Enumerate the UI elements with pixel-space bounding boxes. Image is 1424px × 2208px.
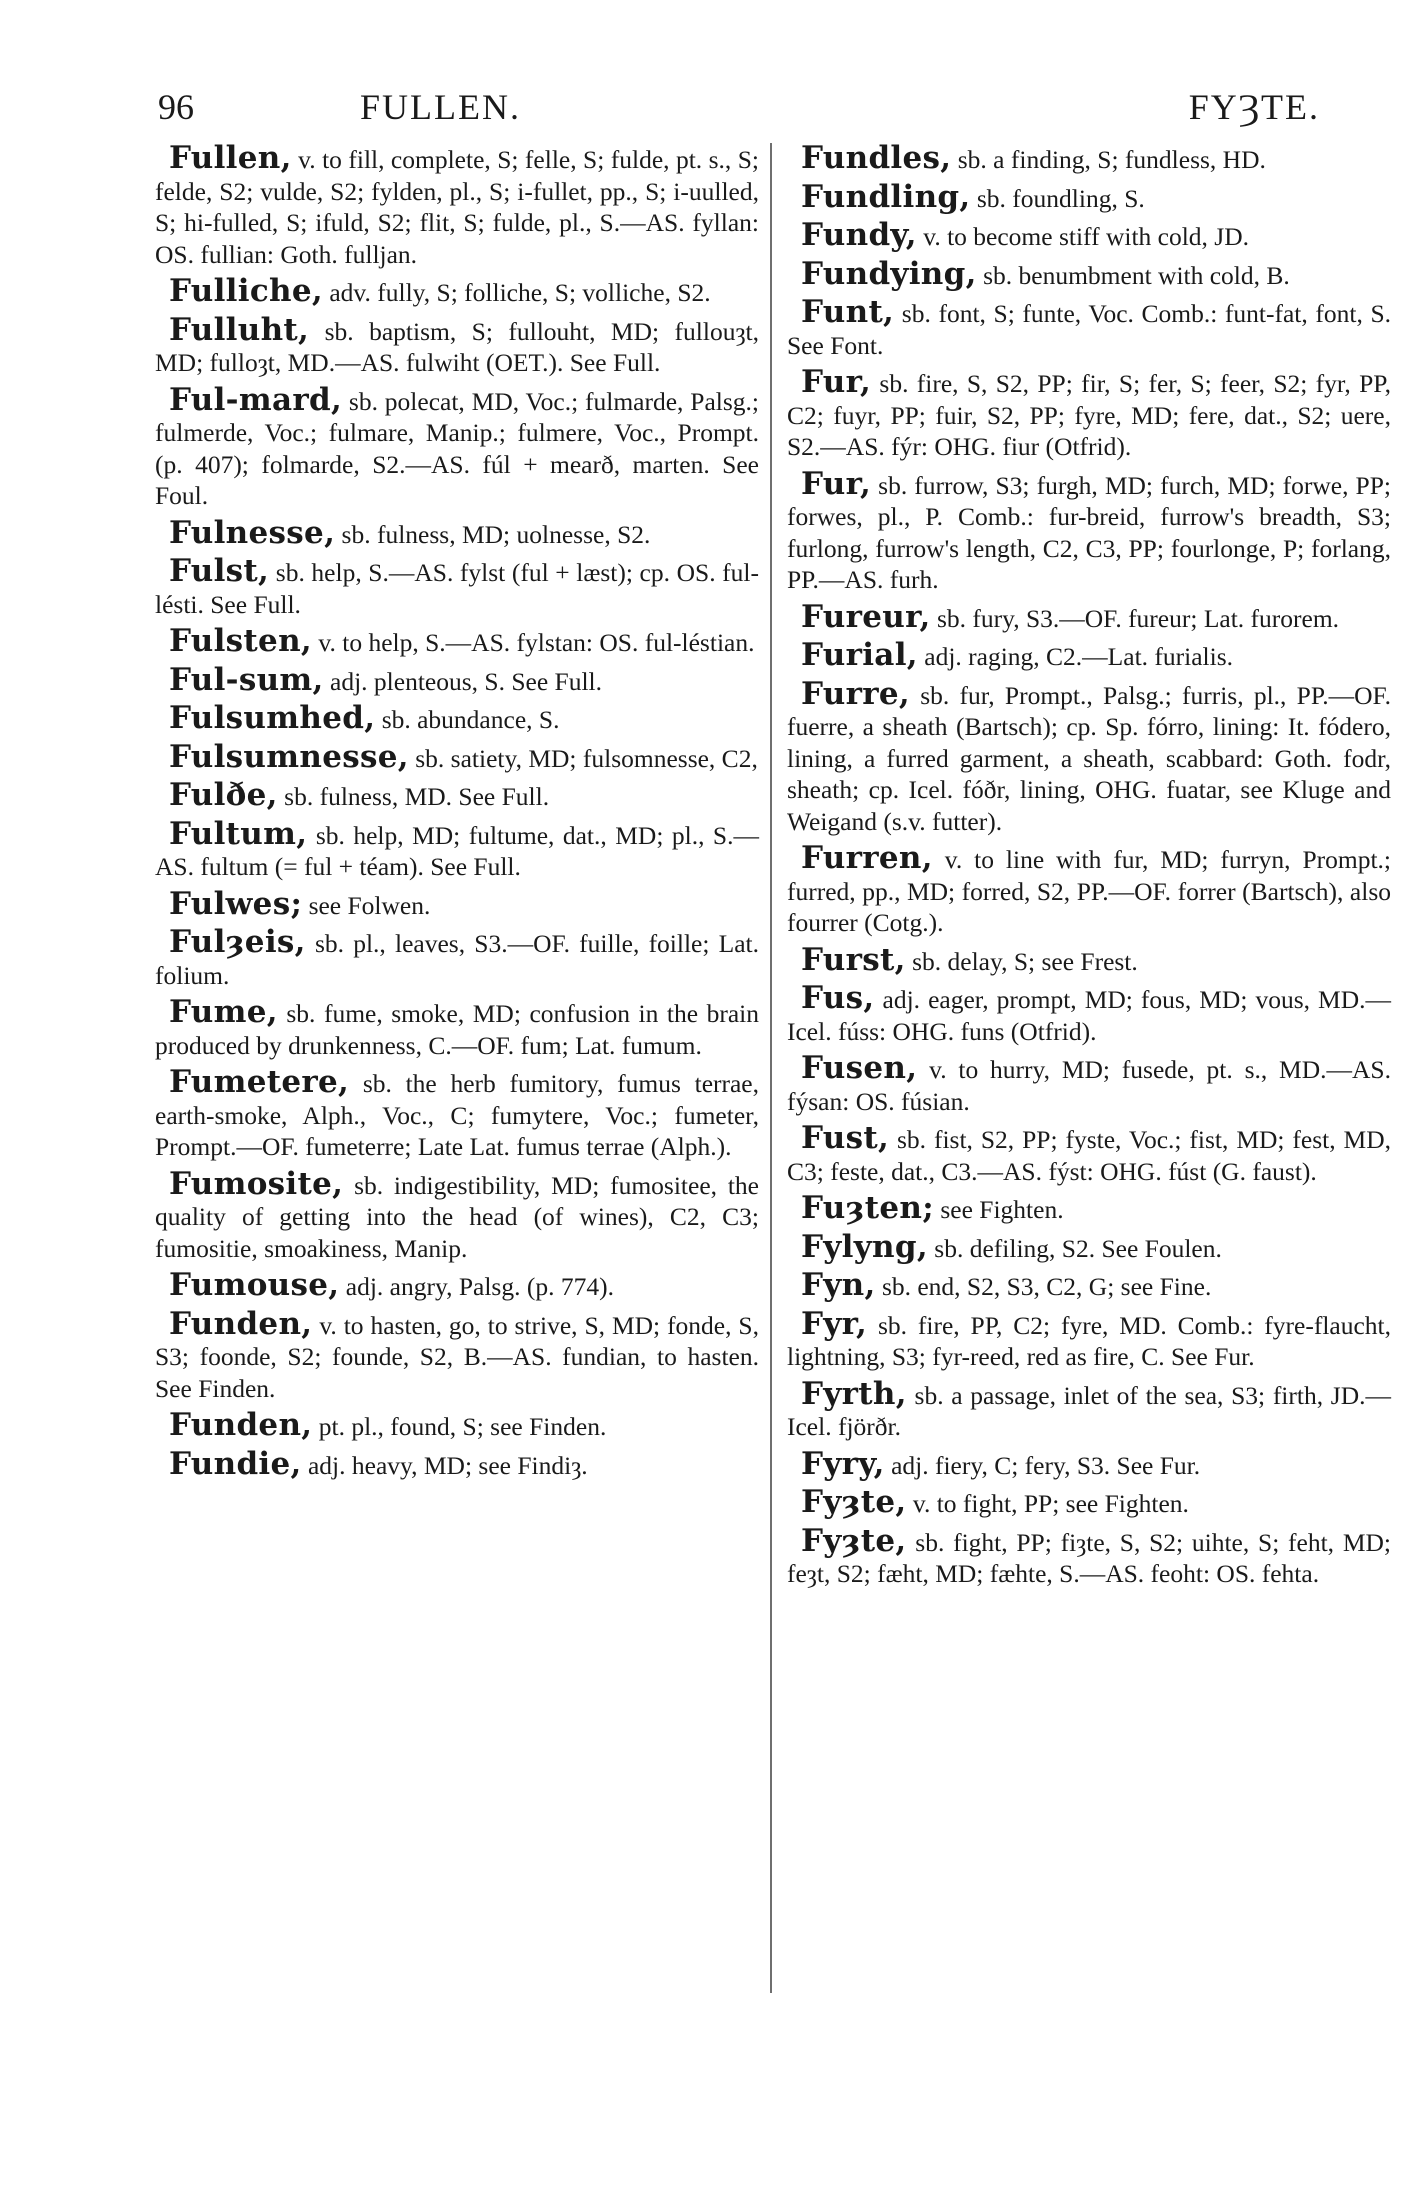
dictionary-entry bbox=[155, 1064, 760, 1163]
dictionary-entry bbox=[155, 815, 759, 883]
dictionary-entry bbox=[155, 1305, 759, 1405]
dictionary-entry bbox=[155, 311, 759, 379]
entry-definition: v. to hurry, MD; fusede, pt. s., MD.—AS. fýsan: OS. fúsian. bbox=[787, 1055, 1391, 1116]
entry-headword: Fulliche, bbox=[169, 273, 323, 309]
entry-definition: v. to become stiff with cold, JD. bbox=[923, 222, 1250, 251]
dictionary-entry bbox=[787, 1484, 1391, 1520]
dictionary-entry bbox=[787, 255, 1391, 292]
entry-headword: Fust, bbox=[801, 1120, 890, 1156]
entry-definition: sb. fight, PP; fiȝte, S, S2; uihte, S; feht, MD; feȝt, S2; fæht, MD; fæhte, S.—AS. feoht: OS. fehta. bbox=[787, 1527, 1391, 1588]
entry-definition: sb. polecat, MD, Voc.; fulmarde, Palsg.; fulmerde, Voc.; fulmare, Manip.; fulmere, Voc., Prompt. (p. 407); folmarde, S2.—AS. fúl + mearð, marten. See Foul. bbox=[155, 386, 760, 510]
entry-definition: sb. fury, S3.—OF. fureur; Lat. furorem. bbox=[936, 603, 1340, 633]
dictionary-entry bbox=[787, 1050, 1391, 1117]
entry-headword: Fulst, bbox=[169, 553, 270, 589]
dictionary-entry bbox=[155, 700, 759, 736]
entry-definition: pt. pl., found, S; see Finden. bbox=[318, 1412, 607, 1441]
entry-headword: Fulȝeis, bbox=[169, 924, 306, 960]
dictionary-entry bbox=[787, 140, 1391, 176]
entry-headword: Fyn, bbox=[801, 1267, 876, 1303]
dictionary-entry bbox=[787, 637, 1391, 673]
entry-headword: Furial, bbox=[801, 637, 918, 673]
entry-headword: Fultum, bbox=[169, 815, 308, 852]
entry-definition: sb. indigestibility, MD; fumositee, the quality of getting into the head (of wines), C2, C3; fumositie, smoakiness, Manip. bbox=[155, 1170, 759, 1263]
dictionary-entry bbox=[155, 738, 759, 775]
entry-headword: Fulnesse, bbox=[169, 514, 336, 551]
entry-definition: sb. fire, S, S2, PP; fir, S; fer, S; feer, S2; fyr, PP, C2; fuyr, PP; fuir, S2, PP; fyre, MD; fere, dat., S2; uere, S2.—AS. fýr: OHG. fiur (Otfrid). bbox=[787, 369, 1391, 461]
dictionary-entry bbox=[155, 1407, 759, 1443]
dictionary-entry bbox=[155, 273, 759, 309]
entry-definition: adj. plenteous, S. See Full. bbox=[330, 666, 602, 696]
entry-headword: Fundy, bbox=[801, 217, 917, 253]
entry-definition: sb. the herb fumitory, fumus terrae, earth-smoke, Alph., Voc., C; fumytere, Voc.; fumeter, Prompt.—OF. fumeterre; Late Lat. fumus terrae (Alph.). bbox=[155, 1069, 760, 1161]
entry-definition: sb. fist, S2, PP; fyste, Voc.; fist, MD; fest, MD, C3; feste, dat., C3.—AS. fýst: OHG. fúst (G. faust). bbox=[787, 1125, 1391, 1186]
dictionary-entry bbox=[787, 675, 1392, 838]
entry-headword: Funden, bbox=[169, 1407, 313, 1443]
entry-headword: Fyȝte, bbox=[801, 1484, 907, 1520]
entry-definition: adv. fully, S; folliche, S; volliche, S2. bbox=[329, 278, 711, 307]
dictionary-entry bbox=[787, 980, 1392, 1047]
dictionary-entry bbox=[787, 1228, 1391, 1265]
entry-definition: sb. help, S.—AS. fylst (ful + læst); cp. OS. ful-lésti. See Full. bbox=[155, 558, 759, 619]
entry-headword: Fylyng, bbox=[801, 1228, 928, 1265]
page-number: 96 bbox=[158, 87, 194, 127]
dictionary-entry bbox=[787, 840, 1391, 939]
entry-definition: see Folwen. bbox=[308, 890, 431, 920]
dictionary-entry bbox=[787, 1522, 1391, 1590]
dictionary-entry bbox=[787, 465, 1392, 596]
entry-headword: Fus, bbox=[801, 980, 875, 1016]
dictionary-entry bbox=[155, 924, 760, 991]
entry-headword: Fyr, bbox=[801, 1305, 868, 1342]
entry-definition: adj. heavy, MD; see Findiȝ. bbox=[307, 1450, 588, 1480]
entry-headword: Fyȝte, bbox=[801, 1522, 907, 1559]
entry-definition: sb. foundling, S. bbox=[976, 183, 1145, 213]
entry-headword: Funden, bbox=[169, 1305, 313, 1342]
entry-definition: sb. fire, PP, C2; fyre, MD. Comb.: fyre-flaucht, lightning, S3; fyr-reed, red as fire, C. See Fur. bbox=[787, 1310, 1391, 1371]
dictionary-entry bbox=[155, 1165, 759, 1265]
entry-definition: sb. abundance, S. bbox=[381, 705, 560, 734]
entry-definition: sb. baptism, S; fullouht, MD; fullouȝt, MD; fulloȝt, MD.—AS. fulwiht (OET.). See Full. bbox=[155, 316, 759, 377]
entry-headword: Fulwes; bbox=[169, 885, 303, 922]
dictionary-entry bbox=[155, 777, 759, 813]
dictionary-entry bbox=[787, 178, 1391, 215]
entry-headword: Fulsumhed, bbox=[169, 700, 376, 736]
entry-definition: sb. pl., leaves, S3.—OF. fuille, foille; Lat. folium. bbox=[155, 929, 760, 990]
entry-definition: sb. a passage, inlet of the sea, S3; firth, JD.—Icel. fjörðr. bbox=[787, 1380, 1392, 1441]
entry-headword: Furren, bbox=[801, 840, 933, 876]
entry-headword: Fumouse, bbox=[169, 1267, 340, 1303]
dictionary-entry bbox=[787, 941, 1391, 978]
entry-definition: sb. benumbment with cold, B. bbox=[983, 260, 1290, 290]
right-running-head: FYȜTE. bbox=[1188, 87, 1320, 127]
entry-headword: Fumetere, bbox=[169, 1064, 350, 1100]
entry-definition: sb. a finding, S; fundless, HD. bbox=[957, 145, 1266, 174]
entry-definition: sb. satiety, MD; fulsomnesse, C2, bbox=[415, 743, 758, 773]
dictionary-entry bbox=[155, 514, 759, 551]
entry-definition: sb. furrow, S3; furgh, MD; furch, MD; forwe, PP; forwes, pl., P. Comb.: fur-breid, furrow's breadth, S3; furlong, furrow's length, C2, C3, PP; fourlonge, P; forlang, PP.—AS. furh. bbox=[787, 470, 1392, 594]
left-running-head: FULLEN. bbox=[360, 87, 521, 127]
entry-headword: Ful-sum, bbox=[169, 661, 324, 698]
entry-headword: Fundling, bbox=[801, 178, 971, 215]
dictionary-entry bbox=[787, 1267, 1391, 1303]
entry-definition: sb. fulness, MD. See Full. bbox=[284, 782, 550, 811]
entry-definition: sb. fulness, MD; uolnesse, S2. bbox=[341, 519, 651, 549]
dictionary-entry bbox=[155, 885, 759, 922]
dictionary-entry bbox=[155, 1267, 759, 1303]
entry-definition: v. to fight, PP; see Fighten. bbox=[912, 1489, 1189, 1518]
dictionary-entry bbox=[787, 598, 1391, 635]
entry-definition: sb. help, MD; fultume, dat., MD; pl., S.—AS. fultum (= ful + téam). See Full. bbox=[155, 820, 759, 881]
entry-definition: adj. angry, Palsg. (p. 774). bbox=[345, 1272, 614, 1301]
dictionary-entry bbox=[155, 140, 760, 270]
entry-definition: see Fighten. bbox=[940, 1195, 1064, 1224]
entry-headword: Furst, bbox=[801, 941, 906, 978]
entry-headword: Fulðe, bbox=[169, 777, 278, 813]
entry-definition: sb. fume, smoke, MD; confusion in the brain produced by drunkenness, C.—OF. fum; Lat. fumum. bbox=[155, 999, 760, 1060]
dictionary-entry bbox=[787, 217, 1391, 253]
entry-headword: Fundles, bbox=[801, 140, 952, 176]
entry-headword: Fur, bbox=[801, 465, 872, 502]
entry-headword: Fundie, bbox=[169, 1445, 302, 1482]
dictionary-entry bbox=[787, 1120, 1391, 1187]
entry-headword: Fuȝten; bbox=[801, 1190, 934, 1226]
dictionary-entry bbox=[155, 661, 759, 698]
dictionary-entry bbox=[155, 994, 760, 1061]
dictionary-entry bbox=[787, 364, 1391, 463]
entry-definition: adj. eager, prompt, MD; fous, MD; vous, MD.—Icel. fúss: OHG. funs (Otfrid). bbox=[787, 985, 1392, 1046]
entry-definition: adj. raging, C2.—Lat. furialis. bbox=[924, 642, 1234, 671]
left-column bbox=[155, 140, 760, 1487]
entry-headword: Fyry, bbox=[801, 1445, 885, 1482]
entry-headword: Fur, bbox=[801, 364, 872, 400]
entry-definition: v. to help, S.—AS. fylstan: OS. ful-léstian. bbox=[318, 628, 755, 657]
dictionary-entry bbox=[155, 381, 760, 512]
entry-headword: Fundying, bbox=[801, 255, 977, 292]
entry-definition: sb. defiling, S2. See Foulen. bbox=[934, 1233, 1222, 1263]
dictionary-entry bbox=[155, 1445, 759, 1482]
dictionary-entry bbox=[155, 553, 759, 620]
entry-headword: Fulluht, bbox=[169, 311, 310, 348]
entry-definition: sb. font, S; funte, Voc. Comb.: funt-fat, font, S. See Font. bbox=[787, 299, 1392, 360]
entry-headword: Fureur, bbox=[801, 598, 931, 635]
entry-headword: Furre, bbox=[801, 675, 910, 712]
entry-headword: Funt, bbox=[801, 294, 895, 330]
entry-headword: Ful-mard, bbox=[169, 381, 343, 418]
dictionary-entry bbox=[787, 294, 1392, 361]
entry-definition: sb. delay, S; see Frest. bbox=[912, 946, 1138, 976]
entry-headword: Fullen, bbox=[169, 140, 292, 176]
dictionary-entry bbox=[787, 1190, 1391, 1226]
entry-definition: sb. fur, Prompt., Palsg.; furris, pl., PP.—OF. fuerre, a sheath (Bartsch); cp. Sp. fórro, lining: It. fódero, lining, a furred garment, a sheath, scabbard: Goth. fodr, sheath; cp. Icel. fóðr, lining, OHG. fuatar, see Kluge and Weigand (s.v. futter). bbox=[787, 680, 1392, 836]
entry-headword: Fumosite, bbox=[169, 1165, 344, 1202]
dictionary-entry bbox=[787, 1305, 1391, 1373]
entry-definition: v. to hasten, go, to strive, S, MD; fonde, S, S3; foonde, S2; founde, S2, B.—AS. fundian, to hasten. See Finden. bbox=[155, 1310, 759, 1403]
page-header bbox=[150, 80, 1370, 140]
entry-headword: Fyrth, bbox=[801, 1375, 907, 1412]
column-divider bbox=[770, 143, 772, 1993]
entry-definition: sb. end, S2, S3, C2, G; see Fine. bbox=[881, 1272, 1212, 1301]
dictionary-entry bbox=[155, 623, 759, 659]
entry-headword: Fulsten, bbox=[169, 623, 313, 659]
entry-definition: v. to line with fur, MD; furryn, Prompt.; furred, pp., MD; forred, S2, PP.—OF. forrer (Bartsch), also fourrer (Cotg.). bbox=[787, 845, 1391, 937]
entry-headword: Fume, bbox=[169, 994, 278, 1030]
entry-definition: adj. fiery, C; fery, S3. See Fur. bbox=[891, 1450, 1201, 1480]
entry-headword: Fulsumnesse, bbox=[169, 738, 409, 775]
dictionary-entry bbox=[787, 1445, 1391, 1482]
right-column bbox=[787, 140, 1392, 1596]
entry-definition: v. to fill, complete, S; felle, S; fulde, pt. s., S; felde, S2; vulde, S2; fylden, pl., S; i-fullet, pp., S; i-uulled, S; hi-fulled, S; ifuld, S2; flit, S; fulde, pl., S.—AS. fyllan: OS. fullian: Goth. fulljan. bbox=[155, 145, 760, 269]
entry-headword: Fusen, bbox=[801, 1050, 918, 1086]
dictionary-entry bbox=[787, 1375, 1392, 1443]
